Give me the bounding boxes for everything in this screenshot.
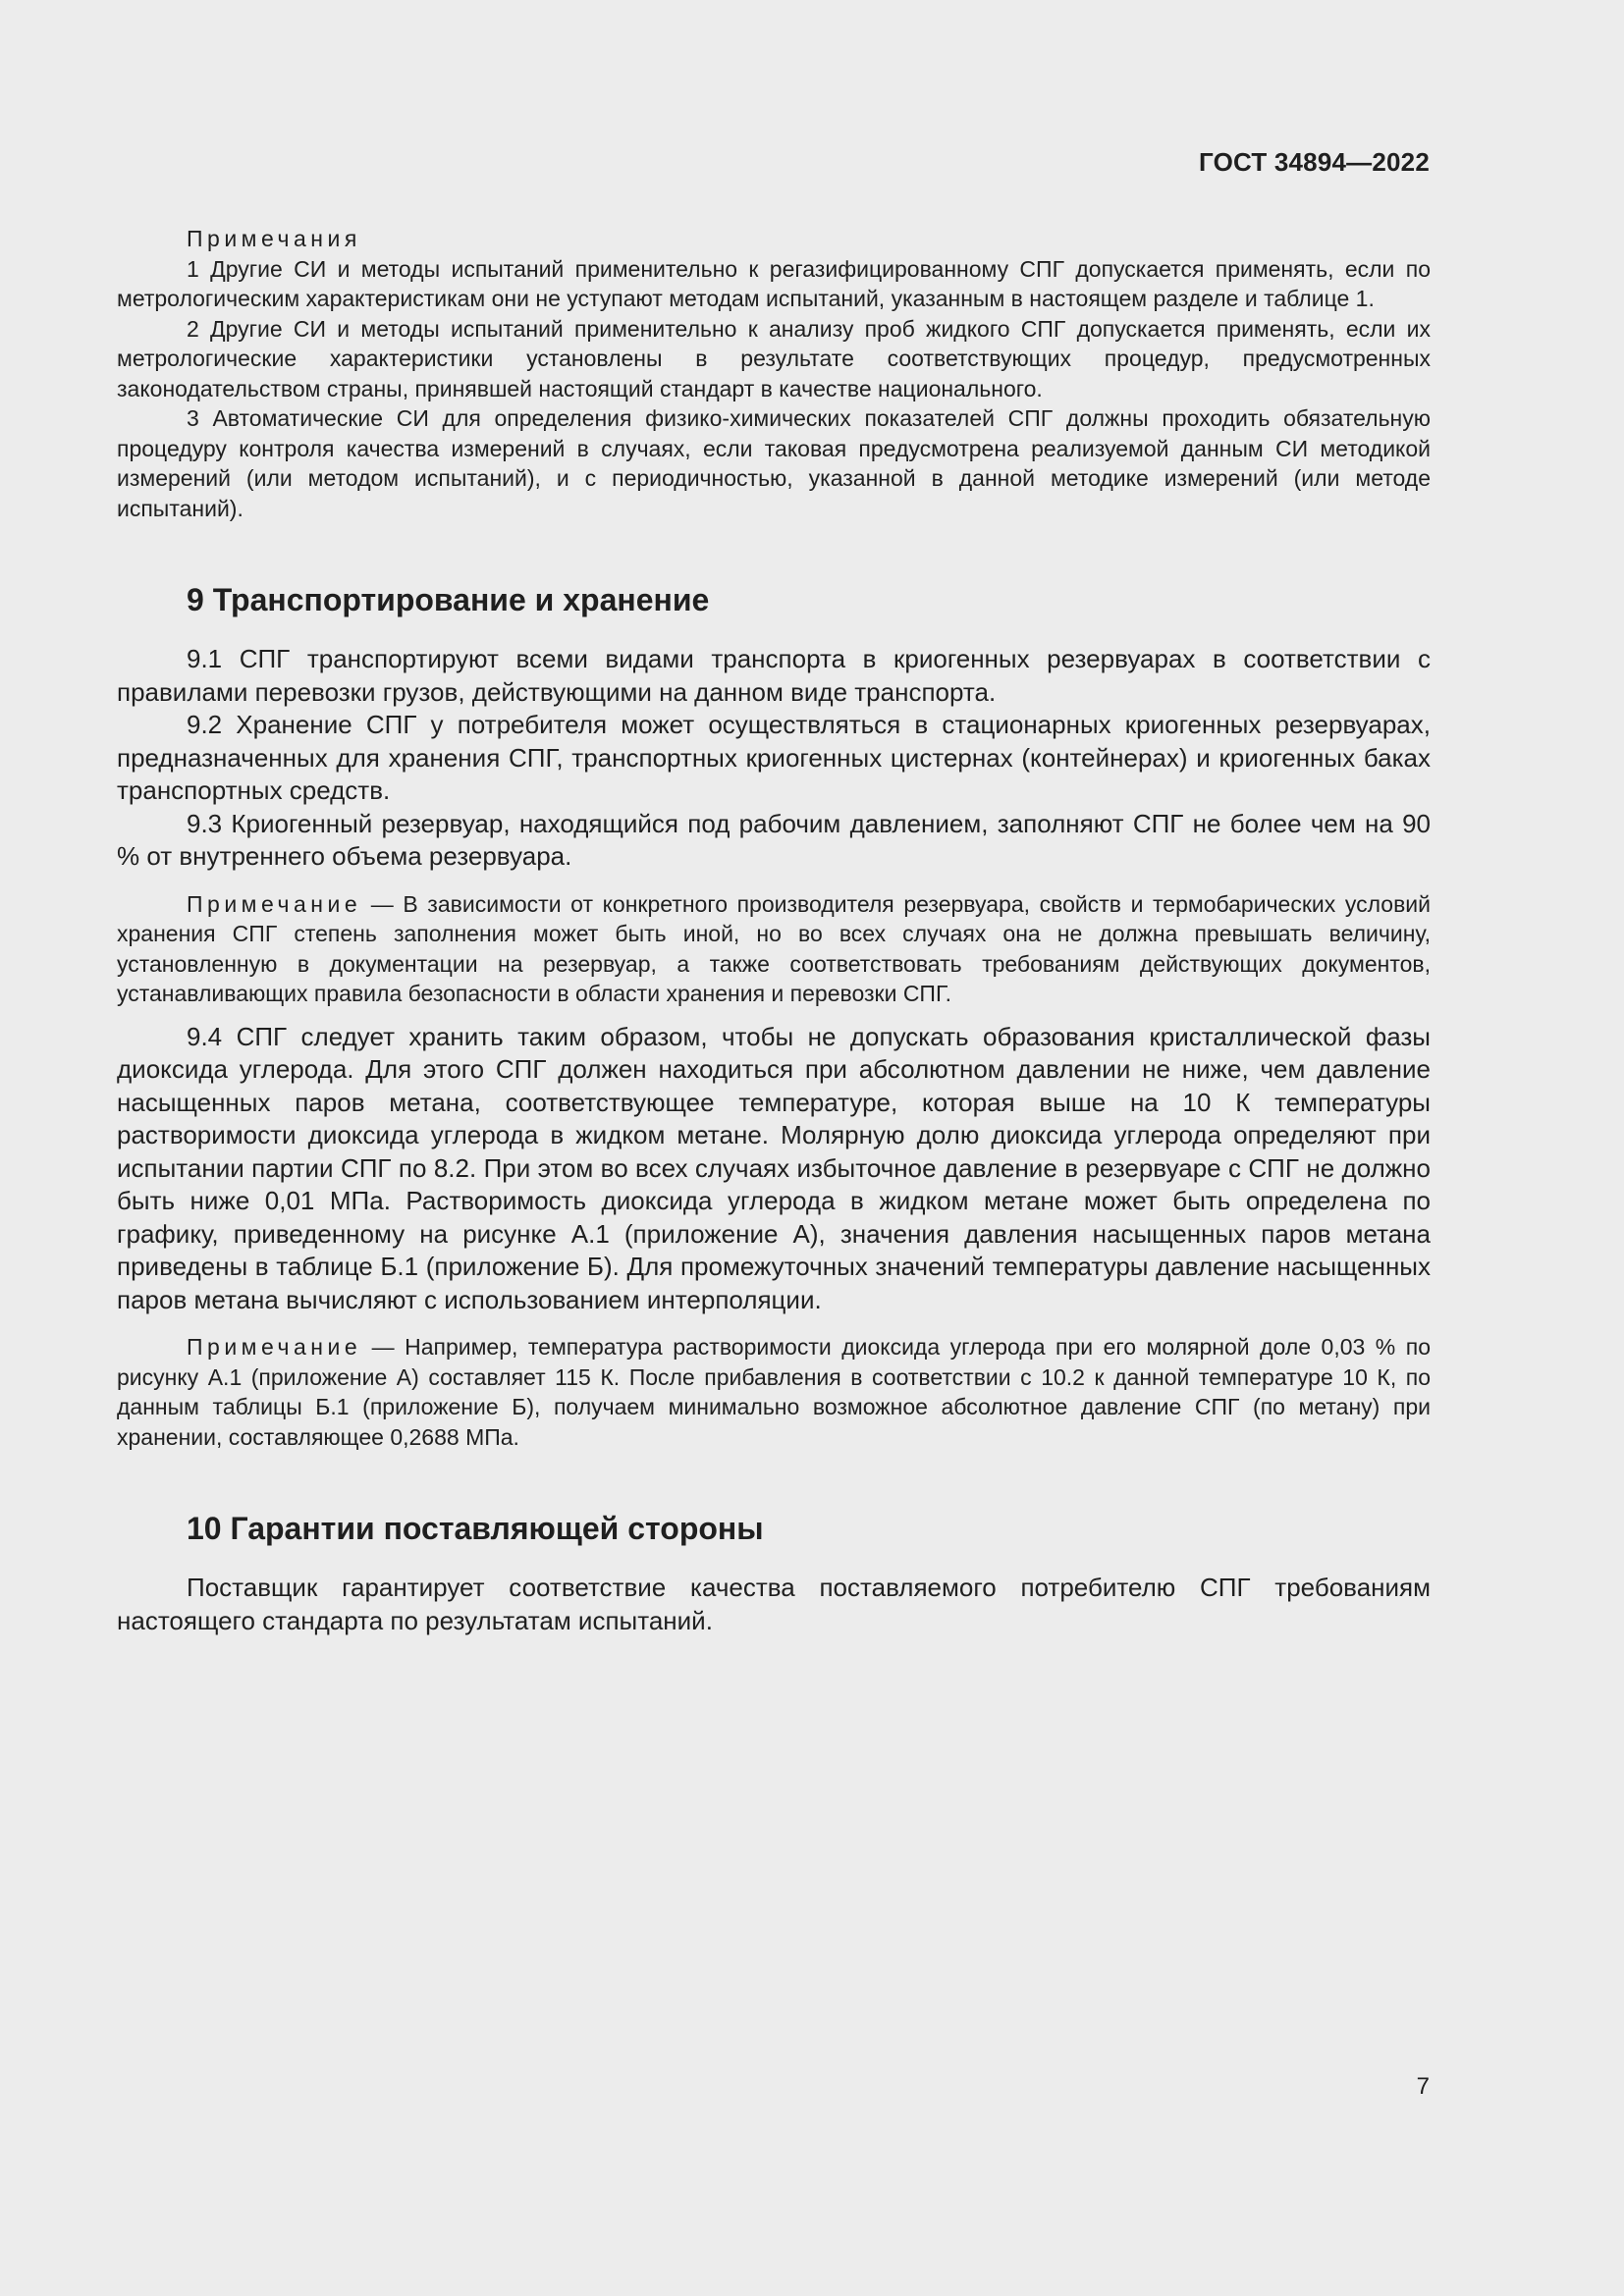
paragraph-9-1: 9.1 СПГ транспортируют всеми видами транспорта в криогенных резервуарах в соответствии с правилами перевозки грузов, действующими на данном виде транспорта. <box>117 644 1431 707</box>
note-text: — Например, температура растворимости диоксида углерода при его молярной доле 0,03 % по рисунку А.1 (приложение А) составляет 115 К. После прибавления в соответствии с 10.2 к данной температуре 10 К, по данным таблицы Б.1 (приложение Б), получаем минимально возможное абсолютное давление СПГ (по метану) при хранении, составляющее 0,2688 МПа. <box>117 1334 1431 1450</box>
section-10-heading: 10 Гарантии поставляющей стороны <box>187 1511 764 1546</box>
note-item-2: 2 Другие СИ и методы испытаний применительно к анализу проб жидкого СПГ допускается применять, если их метрологические характеристики установлены в результате соответствующих процедур, предусмотренных законодательством страны, принявшей настоящий стандарт в качестве национального. <box>117 315 1431 401</box>
paragraph-9-3: 9.3 Криогенный резервуар, находящийся под рабочим давлением, заполняют СПГ не более чем на 90 % от внутреннего объема резервуара. <box>117 808 1431 871</box>
paragraph-9-4: 9.4 СПГ следует хранить таким образом, чтобы не допускать образования кристаллической фазы диоксида углерода. Для этого СПГ должен находиться при абсолютном давлении не ниже, чем давление насыщенных паров метана, соответствующее температуре, которая выше на 10 К температуры растворимости диоксида углерода в жидком метане. Молярную долю диоксида углерода определяют при испытании партии СПГ по 8.2. При этом во всех случаях избыточное давление в резервуаре с СПГ не должно быть ниже 0,01 МПа. Растворимость диоксида углерода в жидком метане может быть определена по графику, приведенному на рисунке А.1 (приложение А), значения давления насыщенных паров метана приведены в таблице Б.1 (приложение Б). Для промежуточных значений температуры давление насыщенных паров метана вычисляют с использованием интерполяции. <box>117 1021 1431 1314</box>
notes-block <box>117 224 1431 523</box>
note-9-3 <box>117 889 1431 1009</box>
note-label: Примечание <box>187 1334 362 1360</box>
page-content <box>117 224 1431 1637</box>
note-9-4 <box>117 1332 1431 1452</box>
note-text: — В зависимости от конкретного производителя резервуара, свойств и термобарических условий хранения СПГ степень заполнения может быть иной, но во всех случаях она не должна превышать величину, установленную в документации на резервуар, а также соответствовать требованиям действующих документов, устанавливающих правила безопасности в области хранения и перевозки СПГ. <box>117 890 1431 1006</box>
document-code: ГОСТ 34894—2022 <box>1199 147 1430 177</box>
section-9-heading: 9 Транспортирование и хранение <box>187 582 710 617</box>
note-item-3: 3 Автоматические СИ для определения физико-химических показателей СПГ должны проходить обязательную процедуру контроля качества измерений в случаях, если таковая предусмотрена реализуемой данным СИ методикой измерений (или методом испытаний), и с периодичностью, указанной в данной методике измерений (или методе испытаний). <box>117 405 1431 521</box>
paragraph-9-2: 9.2 Хранение СПГ у потребителя может осуществляться в стационарных криогенных резервуарах, предназначенных для хранения СПГ, транспортных криогенных цистернах (контейнерах) и криогенных баках транспортных средств. <box>117 710 1431 805</box>
page-number: 7 <box>1416 2073 1430 2100</box>
paragraph-10: Поставщик гарантирует соответствие качества поставляемого потребителю СПГ требованиям настоящего стандарта по результатам испытаний. <box>117 1573 1431 1635</box>
note-item-1: 1 Другие СИ и методы испытаний применительно к регазифицированному СПГ допускается применять, если по метрологическим характеристикам они не уступают методам испытаний, указанным в настоящем разделе и таблице 1. <box>117 255 1431 311</box>
notes-title: Примечания <box>187 226 361 251</box>
note-label: Примечание <box>187 890 362 917</box>
